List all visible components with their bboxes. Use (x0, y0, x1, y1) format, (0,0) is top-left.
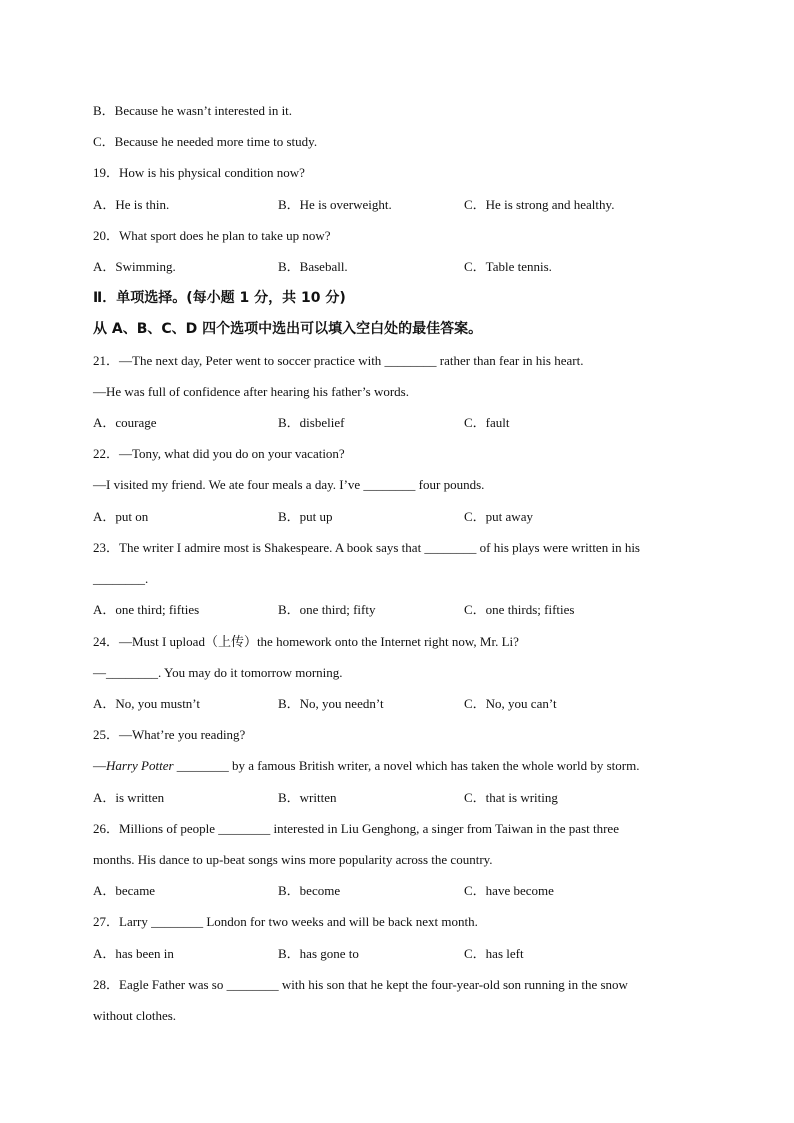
q21-stem: 21．—The next day, Peter went to soccer practice with ________ rather than fear in his heart. (93, 353, 584, 368)
q20-option-b: B．Baseball. (278, 259, 348, 274)
q23-option-c: C．one thirds; fifties (464, 602, 575, 617)
q28-line2: without clothes. (93, 1008, 177, 1023)
q28-stem: 28．Eagle Father was so ________ with his son that he kept the four-year-old son running in the snow (93, 977, 628, 992)
q25-line2-rest: ________ by a famous British writer, a novel which has taken the whole world by storm. (173, 758, 640, 773)
q27-stem: 27．Larry ________ London for two weeks and will be back next month. (93, 914, 478, 929)
q23-line2: ________. (93, 571, 149, 586)
q21-option-c: C．fault (464, 415, 510, 430)
q19-option-a: A．He is thin. (93, 197, 170, 212)
q24-line2: —________. You may do it tomorrow morning. (93, 665, 343, 680)
section-instruction: 从 A、B、C、D 四个选项中选出可以填入空白处的最佳答案。 (93, 321, 483, 337)
q26-option-a: A．became (93, 883, 156, 898)
q19-option-c: C．He is strong and healthy. (464, 197, 615, 212)
q18-option-b: B．Because he wasn’t interested in it. (93, 103, 293, 118)
q25-option-a: A．is written (93, 790, 165, 805)
q19-stem: 19．How is his physical condition now? (93, 165, 305, 180)
q20-option-a: A．Swimming. (93, 259, 176, 274)
q25-option-c: C．that is writing (464, 790, 558, 805)
q25-option-b: B．written (278, 790, 337, 805)
q24-option-a: A．No, you mustn’t (93, 696, 201, 711)
q24-stem: 24．—Must I upload（上传）the homework onto the Internet right now, Mr. Li? (93, 634, 519, 649)
q20-stem: 20．What sport does he plan to take up now? (93, 228, 331, 243)
q22-line2: —I visited my friend. We ate four meals a day. I’ve ________ four pounds. (93, 477, 485, 492)
q25-stem: 25．—What’re you reading? (93, 727, 246, 742)
q23-option-b: B．one third; fifty (278, 602, 376, 617)
q22-stem: 22．—Tony, what did you do on your vacation? (93, 446, 345, 461)
q23-option-a: A．one third; fifties (93, 602, 200, 617)
q27-option-b: B．has gone to (278, 946, 359, 961)
q21-option-b: B．disbelief (278, 415, 345, 430)
q25-line2 (93, 758, 639, 774)
q22-option-a: A．put on (93, 509, 149, 524)
q19-option-b: B．He is overweight. (278, 197, 392, 212)
q20-option-c: C．Table tennis. (464, 259, 552, 274)
q24-option-b: B．No, you needn’t (278, 696, 384, 711)
q27-option-a: A．has been in (93, 946, 174, 961)
q26-option-c: C．have become (464, 883, 554, 898)
q18-option-c: C．Because he needed more time to study. (93, 134, 318, 149)
q21-line2: —He was full of confidence after hearing his father’s words. (93, 384, 409, 399)
q22-option-b: B．put up (278, 509, 333, 524)
q21-option-a: A．courage (93, 415, 157, 430)
q27-option-c: C．has left (464, 946, 524, 961)
q22-option-c: C．put away (464, 509, 533, 524)
q26-line2: months. His dance to up-beat songs wins more popularity across the country. (93, 852, 493, 867)
q25-dash: — (93, 758, 106, 773)
q24-option-c: C．No, you can’t (464, 696, 557, 711)
q26-stem: 26．Millions of people ________ interested in Liu Genghong, a singer from Taiwan in the past three (93, 821, 619, 836)
q25-book-title: Harry Potter (106, 758, 174, 773)
section-title: Ⅱ．单项选择。(每小题 1 分，共 10 分) (93, 290, 346, 306)
q23-stem: 23．The writer I admire most is Shakespeare. A book says that ________ of his plays were written in his (93, 540, 640, 555)
q26-option-b: B．become (278, 883, 341, 898)
